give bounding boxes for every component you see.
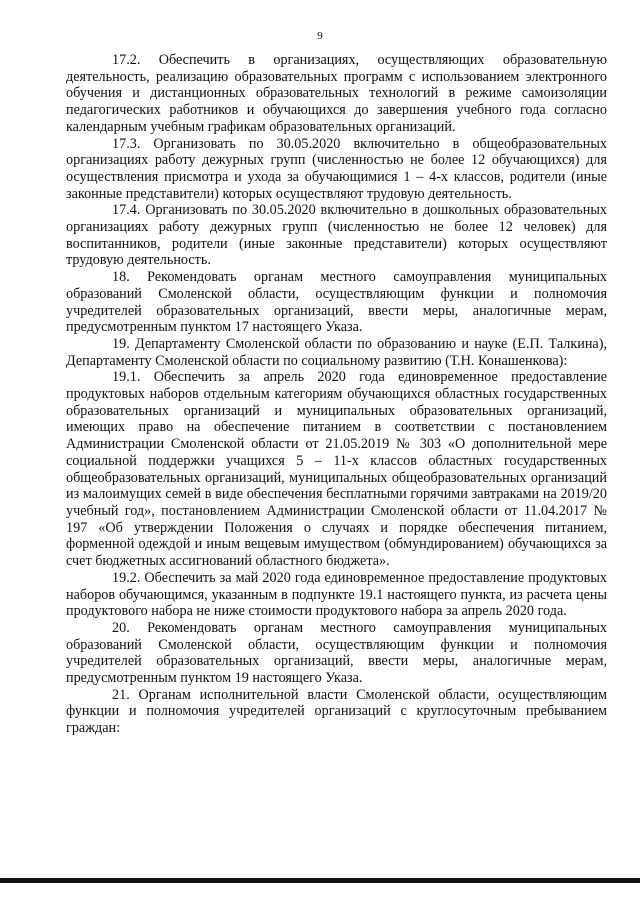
paragraph-19-2: 19.2. Обеспечить за май 2020 года единовременное предоставление продуктовых наборов обучающимся, указанным в подпункте 19.1 настоящего пункта, из расчета цены продуктового набора не ниже стоимости продуктового набора за апрель 2020 года. [66, 569, 607, 620]
document-body [66, 52, 607, 737]
paragraph-21: 21. Органам исполнительной власти Смоленской области, осуществляющим функции и полномочия учредителей организаций с круглосуточным пребыванием граждан: [66, 686, 607, 737]
paragraph-17-2: 17.2. Обеспечить в организациях, осуществляющих образовательную деятельность, реализацию образовательных программ с использованием электронного обучения и дистанционных образовательных технологий в режиме самоизоляции педагогических работников и обучающихся до завершения учебного года согласно календарным учебным графикам образовательных организаций. [66, 52, 607, 135]
paragraph-20: 20. Рекомендовать органам местного самоуправления муниципальных образований Смоленской области, осуществляющим функции и полномочия учредителей образовательных организаций, ввести меры, аналогичные мерам, предусмотренным пунктом 19 настоящего Указа. [66, 619, 607, 687]
page-number: 9 [317, 30, 323, 42]
paragraph-19: 19. Департаменту Смоленской области по образованию и науке (Е.П. Талкина), Департаменту Смоленской области по социальному развитию (Т.Н. Конашенкова): [66, 335, 607, 369]
paragraph-18: 18. Рекомендовать органам местного самоуправления муниципальных образований Смоленской области, осуществляющим функции и полномочия учредителей образовательных организаций, ввести меры, аналогичные мерам, предусмотренным пунктом 17 настоящего Указа. [66, 269, 607, 336]
paragraph-19-1: 19.1. Обеспечить за апрель 2020 года единовременное предоставление продуктовых наборов отдельным категориям обучающихся областных государственных образовательных организаций и муниципальных образовательных организаций, имеющих право на обеспечение питанием в соответствии с постановлением Администрации Смоленской области от 21.05.2019 № 303 «О дополнительной мере социальной поддержки учащихся 5 – 11-х классов областных государственных общеобразовательных организаций, муниципальных общеобразовательных организаций из малоимущих семей в виде обеспечения бесплатными горячими завтраками на 2019/20 учебный год», постановлением Администрации Смоленской области от 11.04.2017 № 197 «Об утверждении Положения о случаях и порядке обеспечения питанием, форменной одеждой и иным вещевым имуществом (обмундированием) обучающихся за счет бюджетных ассигнований областного бюджета». [66, 369, 607, 570]
paragraph-17-3: 17.3. Организовать по 30.05.2020 включительно в общеобразовательных организациях работу дежурных групп (численностью не более 12 обучающихся) для осуществления присмотра и ухода за обучающимися 1 – 4-х классов, родители (иные законные представители) которых осуществляют трудовую деятельность. [66, 135, 607, 202]
paragraph-17-4: 17.4. Организовать по 30.05.2020 включительно в дошкольных образовательных организациях работу дежурных групп (численностью не более 12 человек) для воспитанников, родители (иные законные представители) которых осуществляют трудовую деятельность. [66, 202, 607, 269]
bottom-border-rule [0, 878, 640, 883]
